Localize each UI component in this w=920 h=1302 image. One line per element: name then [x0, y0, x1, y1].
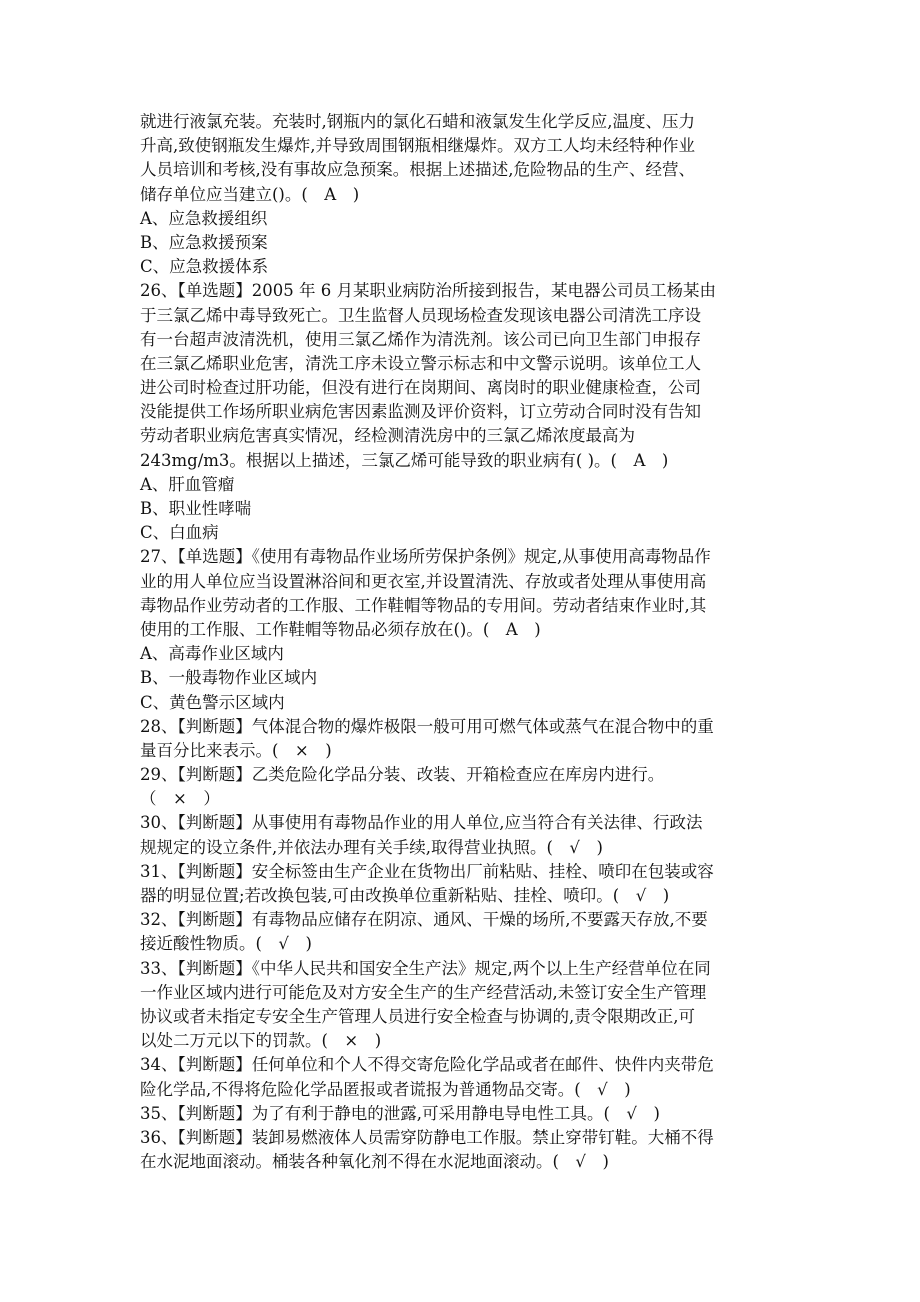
text-line: 29、【判断题】乙类危险化学品分装、改装、开箱检查应在库房内进行。: [140, 765, 665, 785]
text-line: 在三氯乙烯职业危害，清洗工序未设立警示标志和中文警示说明。该单位工人: [140, 353, 701, 373]
text-line: 使用的工作服、工作鞋帽等物品必须存放在()。( A ): [140, 619, 541, 639]
text-line: 升高,致使钢瓶发生爆炸,并导致周围钢瓶相继爆炸。双方工人均未经特种作业: [140, 136, 695, 156]
text-line: 协议或者未指定专安全生产管理人员进行安全检查与协调的,责令限期改正,可: [140, 1006, 695, 1026]
text-line: A、高毒作业区域内: [140, 644, 284, 664]
text-line: 于三氯乙烯中毒导致死亡。卫生监督人员现场检查发现该电器公司清洗工序设: [140, 305, 701, 325]
text-line: 32、【判断题】有毒物品应储存在阴凉、通风、干燥的场所,不要露天存放,不要: [140, 910, 708, 930]
text-line: 毒物品作业劳动者的工作服、工作鞋帽等物品的专用间。劳动者结束作业时,其: [140, 595, 707, 615]
text-line: C、黄色警示区域内: [140, 692, 285, 712]
text-line: 一作业区域内进行可能危及对方安全生产的生产经营活动,未签订安全生产管理: [140, 982, 707, 1002]
text-line: 30、【判断题】从事使用有毒物品作业的用人单位,应当符合有关法律、行政法: [140, 813, 703, 833]
text-line: 28、【判断题】气体混合物的爆炸极限一般可用可燃气体或蒸气在混合物中的重: [140, 716, 714, 736]
text-line: 量百分比来表示。( × ): [140, 740, 332, 760]
text-line: C、应急救援体系: [140, 257, 269, 277]
text-line: 31、【判断题】安全标签由生产企业在货物出厂前粘贴、挂栓、喷印在包装或容: [140, 861, 714, 881]
text-line: 27、【单选题】《使用有毒物品作业场所劳保护条例》规定,从事使用高毒物品作: [140, 547, 711, 567]
text-line: A、肝血管瘤: [140, 474, 235, 494]
text-line: 劳动者职业病危害真实情况，经检测清洗房中的三氯乙烯浓度最高为: [140, 426, 635, 446]
text-line: 有一台超声波清洗机，使用三氯乙烯作为清洗剂。该公司已向卫生部门申报存: [140, 329, 701, 349]
text-line: B、一般毒物作业区域内: [140, 668, 318, 688]
text-line: 243mg/m3。根据以上描述，三氯乙烯可能导致的职业病有( )。( A ): [140, 450, 669, 470]
text-line: B、职业性哮喘: [140, 499, 252, 518]
text-line: 就进行液氯充装。充装时,钢瓶内的氯化石蜡和液氯发生化学反应,温度、压力: [140, 112, 695, 131]
text-line: C、白血病: [140, 523, 219, 543]
text-line: A、应急救援组织: [140, 208, 268, 228]
text-line: 以处二万元以下的罚款。( × ): [140, 1031, 382, 1051]
text-line: 35、【判断题】为了有利于静电的泄露,可采用静电导电性工具。( √ ): [140, 1103, 660, 1123]
text-line: 储存单位应当建立()。( A ): [140, 184, 360, 204]
text-line: 26、【单选题】2005 年 6 月某职业病防治所接到报告，某电器公司员工杨某由: [140, 281, 716, 301]
text-line: 器的明显位置;若改换包装,可由改换单位重新粘贴、挂栓、喷印。( √ ): [140, 886, 670, 905]
text-line: 险化学品,不得将危险化学品匿报或者谎报为普通物品交寄。( √ ): [140, 1079, 631, 1099]
text-line: 在水泥地面滚动。桶装各种氧化剂不得在水泥地面滚动。( √ ): [140, 1152, 609, 1172]
text-line: 人员培训和考核,没有事故应急预案。根据上述描述,危险物品的生产、经营、: [140, 160, 695, 180]
text-line: 接近酸性物质。( √ ): [140, 934, 312, 954]
text-line: 33、【判断题】《中华人民共和国安全生产法》规定,两个以上生产经营单位在同: [140, 958, 711, 978]
text-line: （ × ）: [140, 789, 220, 809]
text-line: 进公司时检查过肝功能，但没有进行在岗期间、离岗时的职业健康检查，公司: [140, 378, 701, 398]
text-line: B、应急救援预案: [140, 232, 268, 252]
text-line: 没能提供工作场所职业病危害因素监测及评价资料，订立劳动合同时没有告知: [140, 402, 701, 422]
document-page: [140, 110, 790, 1174]
text-line: 36、【判断题】装卸易燃液体人员需穿防静电工作服。禁止穿带钉鞋。大桶不得: [140, 1127, 714, 1147]
text-line: 业的用人单位应当设置淋浴间和更衣室,并设置清洗、存放或者处理从事使用高: [140, 571, 707, 591]
text-line: 34、【判断题】任何单位和个人不得交寄危险化学品或者在邮件、快件内夹带危: [140, 1055, 714, 1075]
text-line: 规规定的设立条件,并依法办理有关手续,取得营业执照。( √ ): [140, 837, 603, 857]
